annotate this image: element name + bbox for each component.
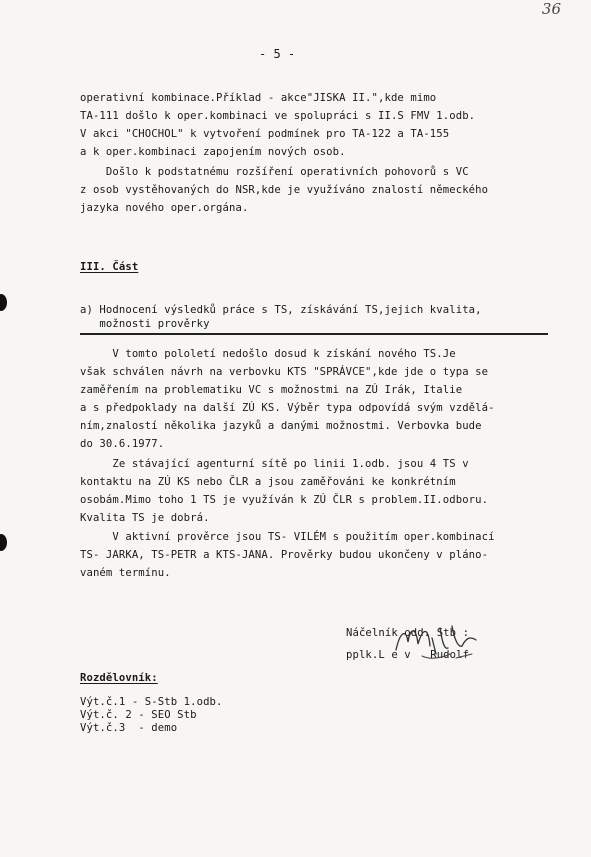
subsection-line: možnosti prověrky xyxy=(80,318,210,330)
distribution-item: Výt.č. 2 - SEO Stb xyxy=(80,709,197,721)
text-line: jazyka nového oper.orgána. xyxy=(80,202,249,214)
text-line: Kvalita TS je dobrá. xyxy=(80,512,210,524)
text-line: a k oper.kombinaci zapojením nových osob. xyxy=(80,146,346,158)
handwritten-signature xyxy=(392,620,482,666)
distribution-item: Výt.č.3 - demo xyxy=(80,722,178,734)
text-line: a s předpoklady na další ZÚ KS. Výběr typa odpovídá svým vzdělá- xyxy=(80,402,495,414)
text-line: TA-111 došlo k oper.kombinaci ve spolupráci s II.S FMV 1.odb. xyxy=(80,110,476,122)
signature-title: Náčelník odd. Stb : xyxy=(346,627,470,639)
text-line: však schválen návrh na verbovku KTS "SPRÁVCE",kde jde o typa se xyxy=(80,366,489,378)
handwritten-page-number: 36 xyxy=(541,0,561,18)
section-title: III. Část xyxy=(80,261,139,273)
distribution-item: Výt.č.1 - S-Stb 1.odb. xyxy=(80,696,223,708)
text-line: V akci "CHOCHOL" k vytvoření podmínek pro TA-122 a TA-155 xyxy=(80,128,450,140)
punch-hole-bottom xyxy=(0,534,7,551)
text-line: V tomto pololetí nedošlo dosud k získání nového TS.Je xyxy=(80,348,456,360)
page-number: - 5 - xyxy=(259,47,296,61)
text-line: osobám.Mimo toho 1 TS je využíván k ZÚ ČLR s problem.II.odboru. xyxy=(80,494,489,506)
punch-hole-top xyxy=(0,294,7,311)
text-line: operativní kombinace.Příklad - akce"JISKA II.",kde mimo xyxy=(80,92,437,104)
subsection-line: a) Hodnocení výsledků práce s TS, získávání TS,jejich kvalita, xyxy=(80,304,482,316)
distribution-title: Rozdělovník: xyxy=(80,672,158,684)
signature-name: pplk.L e v Rudolf xyxy=(346,649,470,661)
text-line: V aktivní prověrce jsou TS- VILÉM s použitím oper.kombinací xyxy=(80,531,495,543)
text-line: ním,znalostí několika jazyků a danými možnostmi. Verbovka bude xyxy=(80,420,482,432)
text-line: Došlo k podstatnému rozšíření operativních pohovorů s VC xyxy=(80,166,469,178)
text-line: z osob vystěhovaných do NSR,kde je využíváno znalostí německého xyxy=(80,184,489,196)
text-line: do 30.6.1977. xyxy=(80,438,165,450)
text-line: kontaktu na ZÚ KS nebo ČLR a jsou zaměřováni ke konkrétním xyxy=(80,476,456,488)
text-line: vaném termínu. xyxy=(80,567,171,579)
heading-rule xyxy=(80,333,548,335)
text-line: TS- JARKA, TS-PETR a KTS-JANA. Prověrky budou ukončeny v pláno- xyxy=(80,549,489,561)
text-line: Ze stávající agenturní sítě po linii 1.odb. jsou 4 TS v xyxy=(80,458,469,470)
text-line: zaměřením na problematiku VC s možnostmi na ZÚ Irák, Italie xyxy=(80,384,463,396)
